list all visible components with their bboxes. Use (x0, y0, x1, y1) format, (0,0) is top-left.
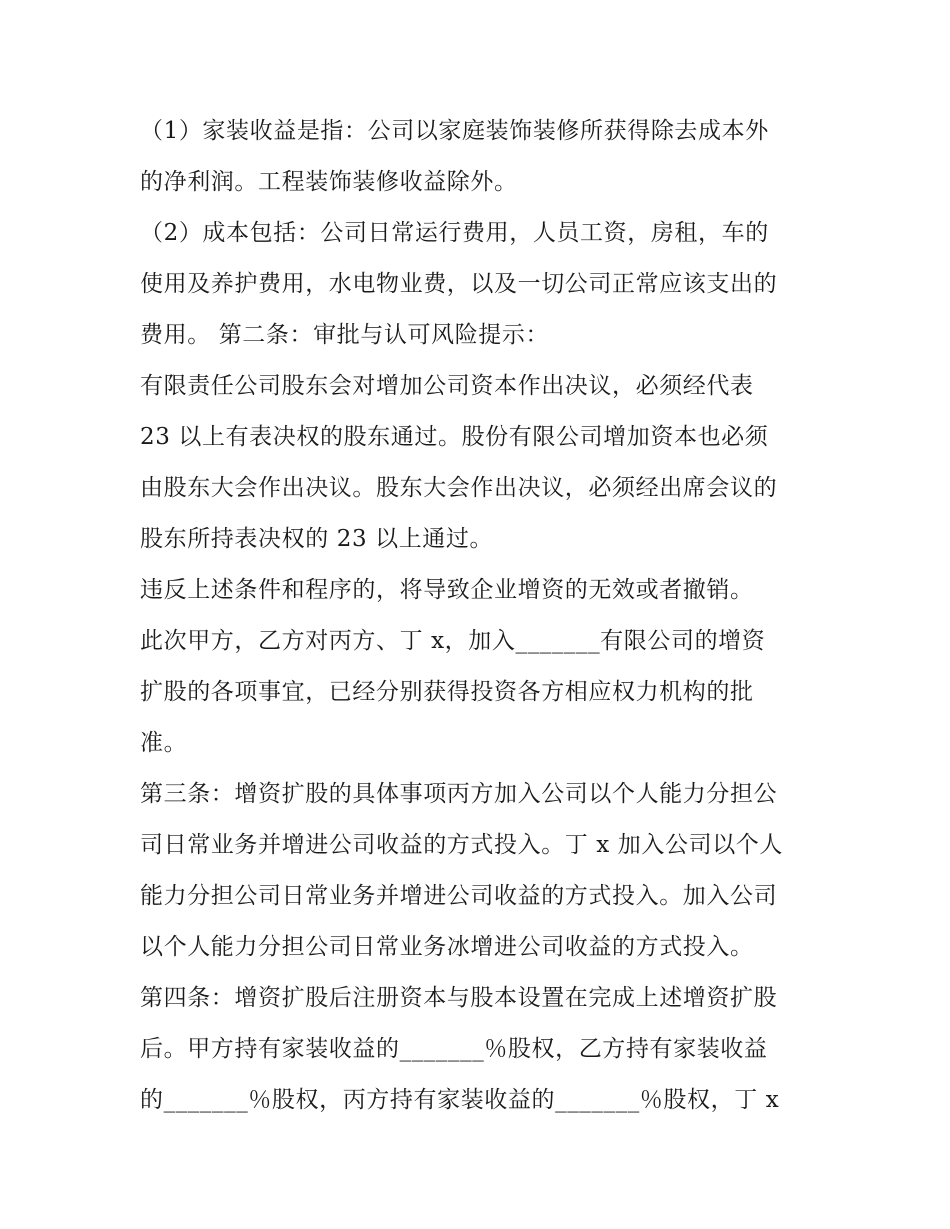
text-line: （1）家装收益是指：公司以家庭装饰装修所获得除去成本外 (140, 118, 769, 144)
text-line: 准。 (140, 730, 188, 756)
text-line: （2）成本包括：公司日常运行费用，人员工资，房租，车的 (140, 220, 769, 246)
text-line: 司日常业务并增进公司收益的方式投入。丁 x 加入公司以个人 (140, 832, 783, 858)
text-line: 的净利润。工程装饰装修收益除外。 (140, 169, 518, 195)
text-line: 有限责任公司股东会对增加公司资本作出决议，必须经代表 (140, 373, 754, 399)
text-line: 扩股的各项事宜，已经分别获得投资各方相应权力机构的批 (140, 679, 754, 705)
text-line: 第四条：增资扩股后注册资本与股本设置在完成上述增资扩股 (140, 985, 778, 1011)
text-line: 能力分担公司日常业务并增进公司收益的方式投入。加入公司 (140, 883, 778, 909)
document-body (140, 106, 820, 1126)
text-line: 以个人能力分担公司日常业务冰增进公司收益的方式投入。 (140, 934, 754, 960)
text-line: 的_______％股权，丙方持有家装收益的_______％股权，丁 x (140, 1087, 780, 1113)
text-line: 后。甲方持有家装收益的_______％股权，乙方持有家装收益 (140, 1036, 768, 1062)
text-line: 由股东大会作出决议。股东大会作出决议，必须经出席会议的 (140, 475, 778, 501)
text-line: 23 以上有表决权的股东通过。股份有限公司增加资本也必须 (140, 424, 769, 450)
text-line: 使用及养护费用，水电物业费，以及一切公司正常应该支出的 (140, 271, 778, 297)
text-line: 第三条：增资扩股的具体事项丙方加入公司以个人能力分担公 (140, 781, 778, 807)
text-line: 股东所持表决权的 23 以上通过。 (140, 526, 494, 552)
text-line: 此次甲方，乙方对丙方、丁 x，加入_______有限公司的增资 (140, 628, 766, 654)
text-line: 违反上述条件和程序的，将导致企业增资的无效或者撤销。 (140, 577, 754, 603)
text-line: 费用。 第二条：审批与认可风险提示： (140, 322, 550, 348)
